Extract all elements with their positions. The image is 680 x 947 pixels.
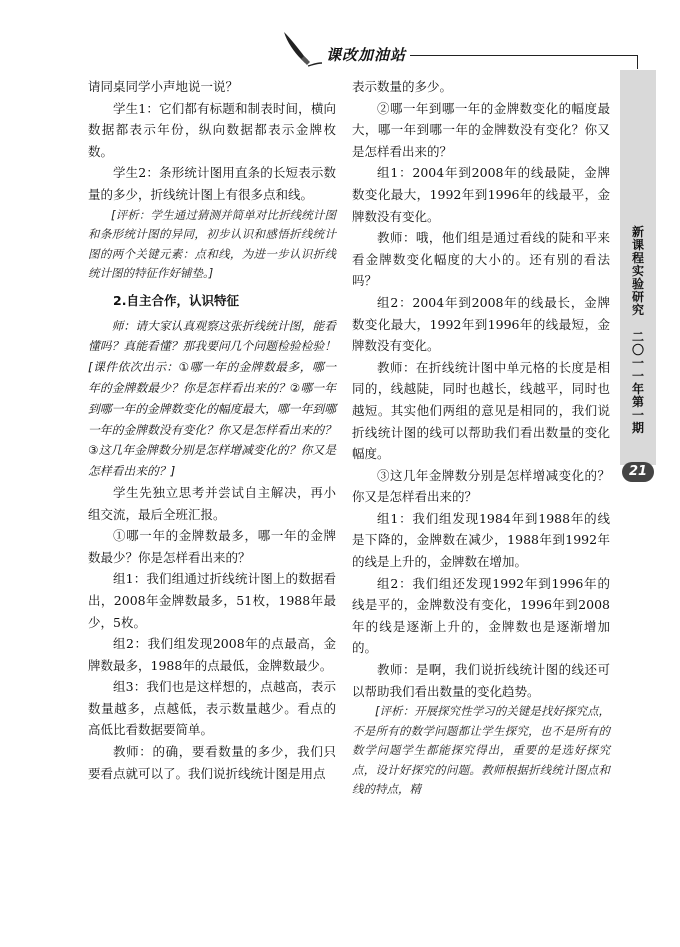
paragraph: 组1：我们组通过折线统计图上的数据看出，2008年金牌数最多，51枚，1988年最少，5枚。 — [88, 571, 336, 630]
journal-name-char: 研 — [631, 290, 644, 304]
paragraph: 教师：哦，他们组是通过看线的陡和平来看金牌数变化幅度的大小的。还有别的看法吗？ — [352, 230, 610, 289]
journal-name-char: 新 — [631, 225, 644, 239]
commentary-note: [评析：开展探究性学习的关键是找好探究点，不是所有的数学问题都让学生探究，也不是所有的数学问题学生都能探究得出，重要的是选好探究点，设计好探究的问题。教师根据折线统计图点和线的特点，精 — [352, 704, 610, 797]
paragraph: 学生1：它们都有标题和制表时间，横向数据都表示年份，纵向数据都表示金牌枚数。 — [88, 100, 336, 159]
paragraph: 组2：2004年到2008年的线最长，金牌数变化最大，1992年到1996年的线最短，金牌数没有变化。 — [352, 294, 610, 354]
issue-char: 一 — [631, 369, 644, 383]
issue-char: 年 — [631, 382, 644, 396]
issue-char: 〇 — [631, 343, 644, 357]
left-column — [88, 76, 336, 784]
issue-char: 第 — [631, 395, 644, 409]
pen-icon — [280, 30, 326, 68]
issue-char: 二 — [631, 330, 644, 344]
paragraph: 组1：2004年到2008年的线最陡，金牌数变化最大，1992年到1996年的线最平，金牌数没有变化。 — [352, 165, 610, 224]
journal-name-char: 究 — [631, 303, 644, 317]
journal-name-char: 课 — [631, 238, 644, 252]
issue-char: 一 — [631, 356, 644, 370]
header-rule — [410, 55, 638, 56]
right-column — [352, 76, 610, 800]
paragraph: 教师：是啊，我们说折线统计图的线还可以帮助我们看出数量的变化趋势。 — [352, 662, 610, 699]
paragraph: ①哪一年的金牌数最多，哪一年的金牌数最少？你是怎样看出来的？ — [88, 528, 336, 565]
commentary-note: [评析：学生通过猜测并简单对比折线统计图和条形统计图的异同，初步认识和感悟折线统计图的两个关键元素：点和线，为进一步认识折线统计图的特征作好铺垫。] — [88, 207, 336, 281]
journal-name-char: 验 — [631, 277, 644, 291]
paragraph: 学生先独立思考并尝试自主解决，再小组交流，最后全班汇报。 — [88, 484, 336, 522]
page-header — [0, 0, 680, 70]
paragraph: 学生2：条形统计图用直条的长短表示数量的多少，折线统计图上有很多点和线。 — [88, 165, 336, 202]
paragraph: 组2：我们组发现2008年的点最高，金牌数最多，1988年的点最低，金牌数最少。 — [88, 636, 336, 673]
paragraph: ③这几年金牌数分别是怎样增减变化的？你又是怎样看出来的？ — [352, 467, 610, 505]
paragraph: 表示数量的多少。 — [352, 79, 453, 94]
paragraph: 组1：我们组发现1984年到1988年的线是下降的，金牌数在减少，1988年到1992年的线是上升的，金牌数在增加。 — [352, 510, 610, 570]
issue-char: 一 — [631, 408, 644, 422]
paragraph: 师：请大家认真观察这张折线统计图，能看懂吗？真能看懂？那我要问几个问题检验检验！[课件依次出示：①哪一年的金牌数最多，哪一年的金牌数最少？你是怎样看出来的？②哪一年到哪一年的金牌数变化的幅度最大，哪一年到哪一年的金牌数没有变化？你又是怎样看出来的？③这几年金牌数分别是怎样增减变化的？你又是怎样看出来的？] — [88, 318, 336, 479]
paragraph: 教师：在折线统计图中单元格的长度是相同的，线越陡，同时也越长，线越平，同时也越短。其实他们两组的意见是相同的，我们说折线统计图的线可以帮助我们看出数量的变化幅度。 — [352, 359, 610, 462]
issue-char: 期 — [631, 421, 644, 435]
header-rule-drop — [637, 55, 638, 69]
page-number: 21 — [622, 462, 654, 482]
section-heading: 2.自主合作，认识特征 — [113, 292, 239, 308]
journal-name-char: 实 — [631, 264, 644, 278]
paragraph: 教师：的确，要看数量的多少，我们只要看点就可以了。我们说折线统计图是用点 — [88, 744, 336, 781]
paragraph: 请同桌同学小声地说一说？ — [88, 79, 239, 94]
side-journal-label — [626, 226, 650, 435]
journal-name-char: 程 — [631, 251, 644, 265]
paragraph: 组2：我们组还发现1992年到1996年的线是平的，金牌数没有变化，1996年到2008年的线是逐渐上升的，金牌数也是逐渐增加的。 — [352, 575, 610, 656]
paragraph: 组3：我们也是这样想的，点越高，表示数量越多，点越低，表示数量越少。看点的高低比看数据要简单。 — [88, 679, 336, 738]
paragraph: ②哪一年到哪一年的金牌数变化的幅度最大，哪一年到哪一年的金牌数没有变化？你又是怎样看出来的？ — [352, 100, 610, 159]
column-title: 课改加油站 — [326, 46, 407, 64]
